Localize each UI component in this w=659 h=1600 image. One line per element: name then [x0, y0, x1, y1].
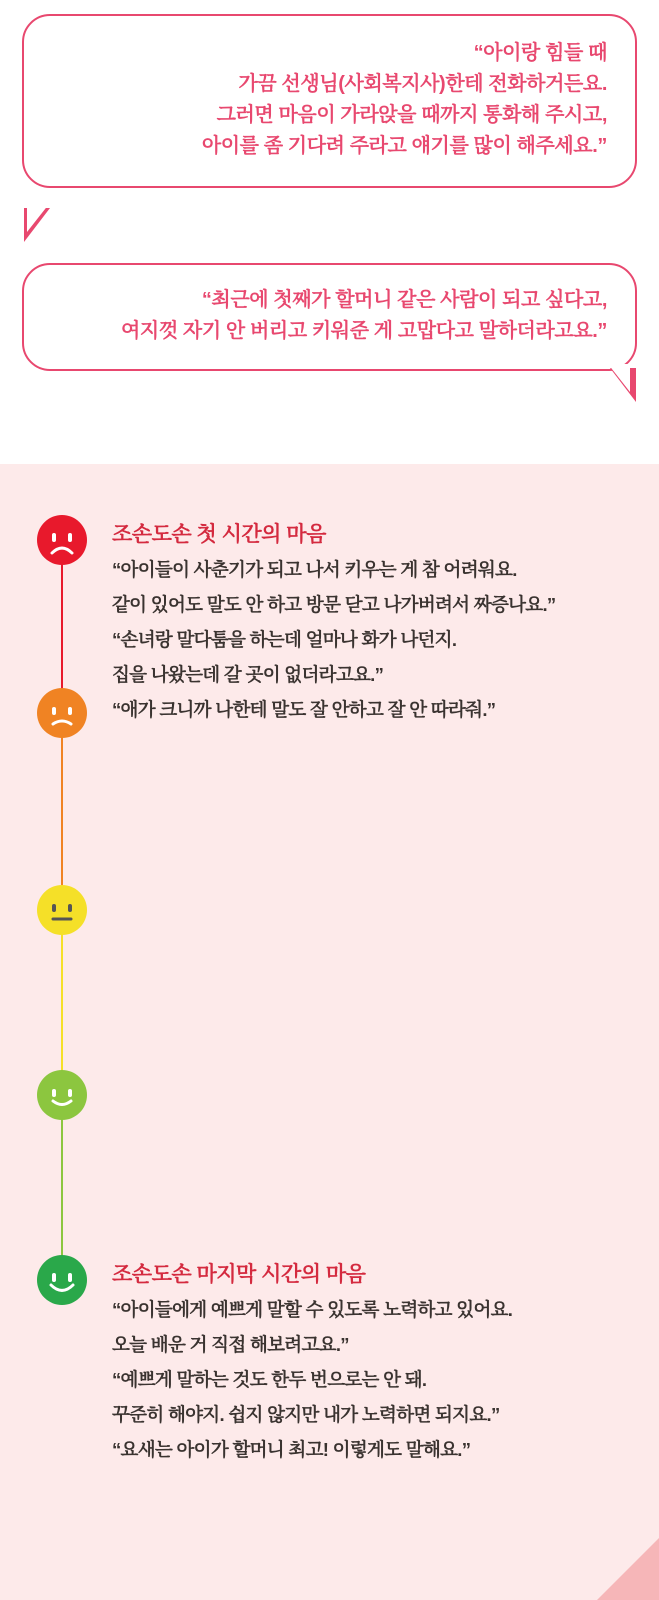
- bubble-line: “아이랑 힘들 때: [473, 42, 607, 64]
- body-line: 꾸준히 해야지. 쉽지 않지만 내가 노력하면 되지요.”: [112, 1404, 500, 1425]
- last-session-title: 조손도손 마지막 시간의 마음: [112, 1263, 366, 1286]
- body-line: 오늘 배운 거 직접 해보려고요.”: [112, 1334, 349, 1355]
- bubble-tail-second-inner: [608, 364, 630, 392]
- body-line: “요새는 아이가 할머니 최고! 이렇게도 말해요.”: [112, 1439, 471, 1460]
- face-happy-icon: [37, 1070, 87, 1120]
- panel-corner-decoration: [597, 1538, 659, 1600]
- face-neutral-icon: [37, 885, 87, 935]
- bubble-line: 아이를 좀 기다려 주라고 얘기를 많이 해주세요.”: [201, 135, 607, 157]
- body-line: “예쁘게 말하는 것도 한두 번으로는 안 돼.: [112, 1369, 427, 1390]
- body-line: “손녀랑 말다툼을 하는데 얼마나 화가 나던지.: [112, 629, 457, 650]
- first-session-title: 조손도손 첫 시간의 마음: [112, 523, 326, 546]
- body-line: 집을 나왔는데 갈 곳이 없더라고요.”: [112, 664, 384, 685]
- last-session-body: [112, 1292, 512, 1467]
- bubble-tail-top-inner: [27, 204, 49, 232]
- bubble-line: 그러면 마음이 가라앉을 때까지 통화해 주시고,: [216, 104, 607, 126]
- first-session-body: [112, 552, 555, 727]
- body-line: “아이들에게 예쁘게 말할 수 있도록 노력하고 있어요.: [112, 1299, 513, 1320]
- bubble-line: “최근에 첫째가 할머니 같은 사람이 되고 싶다고,: [201, 289, 607, 311]
- body-line: “아이들이 사춘기가 되고 나서 키우는 게 참 어려워요.: [112, 559, 517, 580]
- quote-bubble-top: [22, 14, 637, 188]
- bubble-line: 가끔 선생님(사회복지사)한테 전화하거든요.: [238, 73, 607, 95]
- face-sad-icon: [37, 688, 87, 738]
- connector-2: [61, 713, 63, 910]
- body-line: “애가 크니까 나한테 말도 잘 안하고 잘 안 따라줘.”: [112, 699, 496, 720]
- face-very-happy-icon: [37, 1255, 87, 1305]
- face-very-sad-icon: [37, 515, 87, 565]
- connector-3: [61, 910, 63, 1095]
- body-line: 같이 있어도 말도 안 하고 방문 닫고 나가버려서 짜증나요.”: [112, 594, 556, 615]
- bubble-line: 여지껏 자기 안 버리고 키워준 게 고맙다고 말하더라고요.”: [120, 320, 607, 342]
- quote-bubble-second: [22, 263, 637, 371]
- connector-4: [61, 1095, 63, 1280]
